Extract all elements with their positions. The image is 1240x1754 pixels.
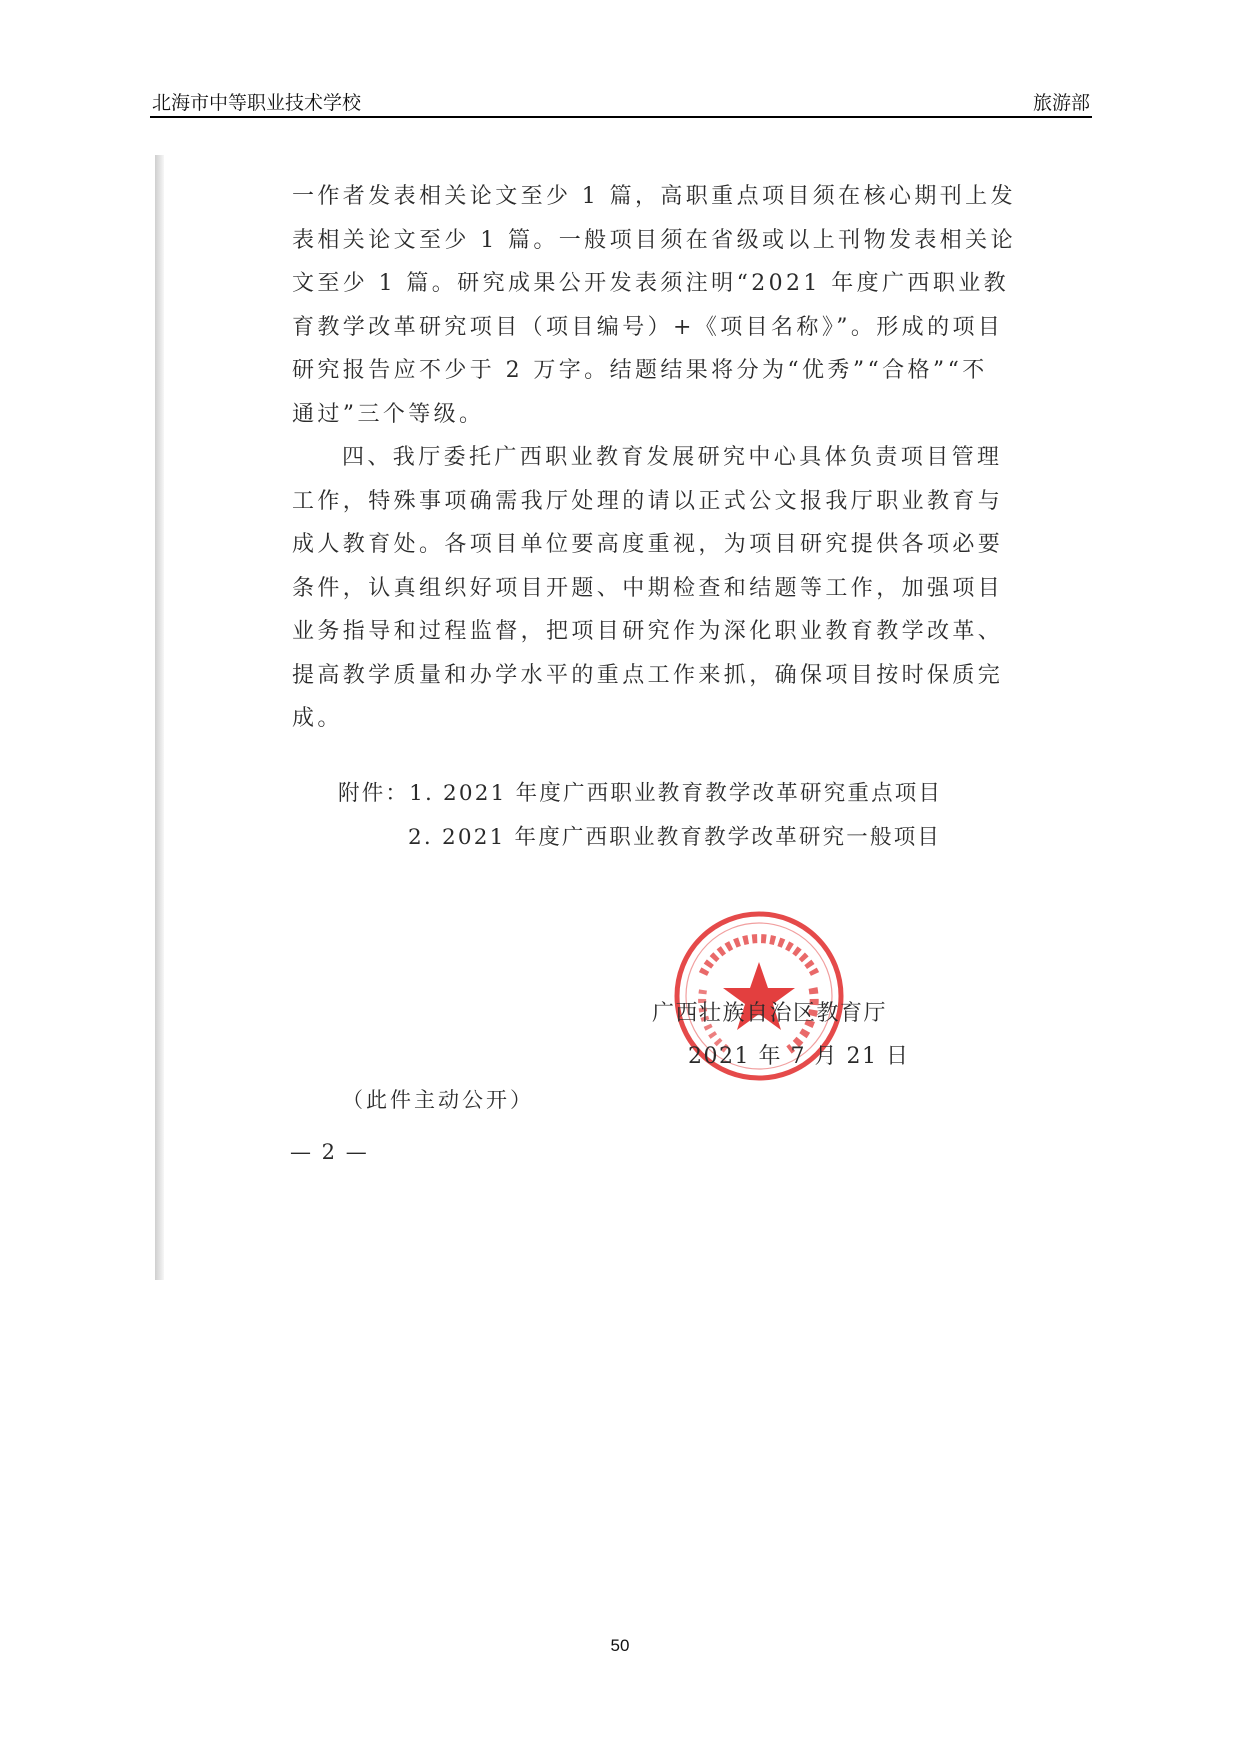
attachment-1: 附件：1. 2021 年度广西职业教育教学改革研究重点项目 (338, 781, 943, 806)
body-line: 研究报告应不少于 2 万字。结题结果将分为“优秀”“合格”“不 (292, 358, 988, 383)
page-header (150, 84, 1092, 118)
body-line: 四、我厅委托广西职业教育发展研究中心具体负责项目管理 (342, 445, 1003, 470)
body-line: 成。 (292, 706, 343, 731)
school-name: 北海市中等职业技术学校 (152, 92, 362, 114)
body-line: 业务指导和过程监督，把项目研究作为深化职业教育教学改革、 (292, 619, 1004, 644)
body-line: 文至少 1 篇。研究成果公开发表须注明“2021 年度广西职业教 (292, 271, 1010, 296)
body-line: 通过”三个等级。 (292, 401, 485, 427)
scanned-document (164, 155, 1054, 1280)
body-line: 育教学改革研究项目（项目编号）+《项目名称》”。形成的项目 (292, 314, 1004, 340)
scan-edge-shadow (155, 155, 164, 1280)
attachment-2: 2. 2021 年度广西职业教育教学改革研究一般项目 (408, 824, 942, 850)
body-line: 一作者发表相关论文至少 1 篇，高职重点项目须在核心期刊上发 (292, 184, 1016, 209)
body-line: 工作，特殊事项确需我厅处理的请以正式公文报我厅职业教育与 (292, 488, 1004, 514)
body-line: 表相关论文至少 1 篇。一般项目须在省级或以上刊物发表相关论 (292, 227, 1016, 253)
body-line: 提高教学质量和办学水平的重点工作来抓，确保项目按时保质完 (292, 662, 1004, 688)
body-line: 条件，认真组织好项目开题、中期检查和结题等工作，加强项目 (292, 575, 1004, 601)
inner-page-number: — 2 — (290, 1140, 369, 1164)
body-text (292, 175, 1016, 741)
department-name: 旅游部 (1032, 92, 1090, 114)
body-line: 成人教育处。各项目单位要高度重视，为项目研究提供各项必要 (292, 532, 1004, 557)
footer-page-number: 50 (610, 1636, 630, 1655)
attachments (338, 772, 942, 859)
issue-date: 2021 年 7 月 21 日 (688, 1044, 910, 1069)
public-disclosure-note: （此件主动公开） (342, 1088, 534, 1112)
issuing-organization: 广西壮族自治区教育厅 (652, 1001, 888, 1026)
